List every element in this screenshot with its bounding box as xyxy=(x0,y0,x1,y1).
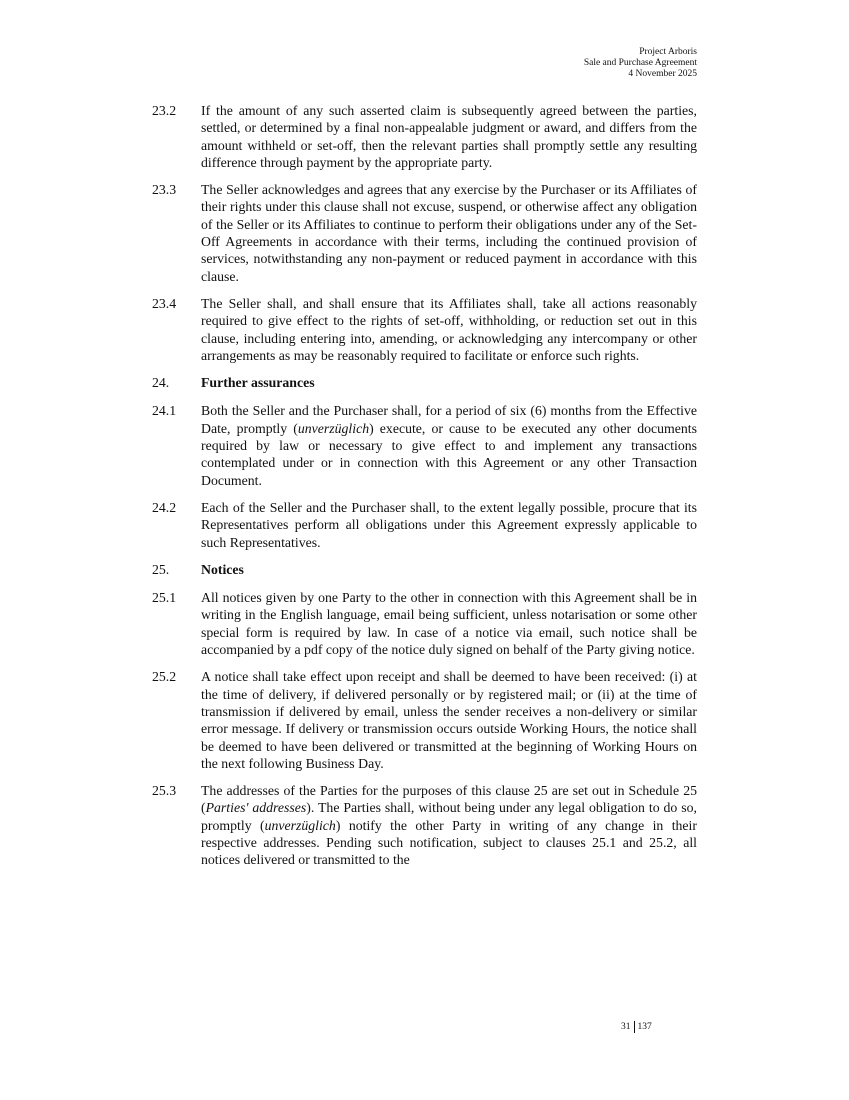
clause-text: The Seller acknowledges and agrees that any exercise by the Purchaser or its Affiliates of their rights under this clause shall not excuse, suspend, or otherwise affect any obligation of the Seller or its Affiliates to continue to perform their obligations under any of the Set-Off Agreements in accordance with their terms, including the continued provision of services, notwithstanding any non-payment or reduced payment in accordance with this clause. xyxy=(201,182,697,284)
clause-italic-term: unverzüglich xyxy=(297,420,370,436)
clause-text-part: ). The Parties shall, without being under any legal obligation to do so, promptly ( xyxy=(201,800,697,833)
page-total: 137 xyxy=(637,1022,652,1032)
document-header xyxy=(584,47,697,80)
header-agreement: Sale and Purchase Agreement xyxy=(583,58,697,68)
clause-italic-term: unverzüglich xyxy=(264,817,336,833)
section-heading-25 xyxy=(152,561,697,578)
clause-number: 25.2 xyxy=(152,669,177,685)
clause-24-2 xyxy=(152,499,697,551)
clause-text xyxy=(201,402,697,488)
clause-text xyxy=(201,782,697,868)
header-date: 4 November 2025 xyxy=(628,69,697,79)
clause-text-part: Both the Seller and the Purchaser shall, for a period of six (6) months from the Effective Date, promptly ( xyxy=(201,403,697,436)
clause-number: 25.1 xyxy=(152,590,177,606)
page-footer xyxy=(621,1021,652,1033)
page-number: 31 xyxy=(621,1022,631,1032)
clause-number: 23.4 xyxy=(152,295,177,311)
page-separator xyxy=(634,1021,635,1033)
clause-number: 23.2 xyxy=(152,103,177,118)
section-heading-24 xyxy=(152,374,697,391)
section-number: 24. xyxy=(152,375,170,391)
clause-text: Each of the Seller and the Purchaser shall, to the extent legally possible, procure that its Representatives perform all obligations under this Agreement expressly applicable to such Representatives. xyxy=(201,499,697,550)
clause-text-part: ) notify the other Party in writing of any change in their respective addresses. Pending such notification, subject to clauses 25.1 and 25.2, all notices delivered or transmitted to the xyxy=(201,817,697,868)
clause-number: 25.3 xyxy=(152,783,177,799)
clause-italic-term: Parties' addresses xyxy=(205,800,307,816)
clause-23-3 xyxy=(152,181,697,285)
clause-number: 24.2 xyxy=(152,499,177,515)
clause-25-1 xyxy=(152,589,697,658)
clause-text-part: ) execute, or cause to be executed any other documents required by law or necessary to give effect to and implement any transactions contemplated under or in connection with this Agreement or any other Transaction Document. xyxy=(201,420,697,488)
clause-text: All notices given by one Party to the other in connection with this Agreement shall be in writing in the English language, email being sufficient, unless notarisation or some other special form is required by law. In case of a notice via email, such notice shall be accompanied by a pdf copy of the notice duly signed on behalf of the Party giving notice. xyxy=(201,590,697,658)
clause-23-2 xyxy=(152,102,697,171)
header-project: Project Arboris xyxy=(639,47,697,57)
document-body xyxy=(152,102,697,879)
clause-25-3 xyxy=(152,782,697,868)
clause-number: 23.3 xyxy=(152,182,177,198)
clause-text: A notice shall take effect upon receipt and shall be deemed to have been received: (i) at the time of delivery, if delivered personally or by registered mail; or (ii) at the time of transmission if delivered by email, unless the sender receives a non-delivery or similar error message. If delivery or transmission occurs outside Working Hours, the notice shall be deemed to have been delivered or transmitted at the beginning of Working Hours on the next following Business Day. xyxy=(201,669,697,771)
section-title: Notices xyxy=(201,561,244,577)
clause-text: The Seller shall, and shall ensure that its Affiliates shall, take all actions reasonably required to give effect to the rights of set-off, withholding, or reduction set out in this clause, including entering into, amending, or acknowledging any intercompany or other arrangements as may be reasonably required to facilitate or enforce such rights. xyxy=(201,295,697,363)
section-number: 25. xyxy=(152,561,170,577)
clause-23-4 xyxy=(152,295,697,364)
clause-24-1 xyxy=(152,402,697,488)
clause-text-part: The addresses of the Parties for the purposes of this clause 25 are set out in Schedule 25 ( xyxy=(201,783,697,816)
clause-text: If the amount of any such asserted claim is subsequently agreed between the parties, settled, or determined by a final non-appealable judgment or award, and differs from the amount withheld or set-off, then the relevant parties shall promptly settle any resulting difference through payment by the appropriate party. xyxy=(201,103,697,170)
section-title: Further assurances xyxy=(201,375,315,391)
clause-25-2 xyxy=(152,668,697,772)
clause-number: 24.1 xyxy=(152,403,177,419)
